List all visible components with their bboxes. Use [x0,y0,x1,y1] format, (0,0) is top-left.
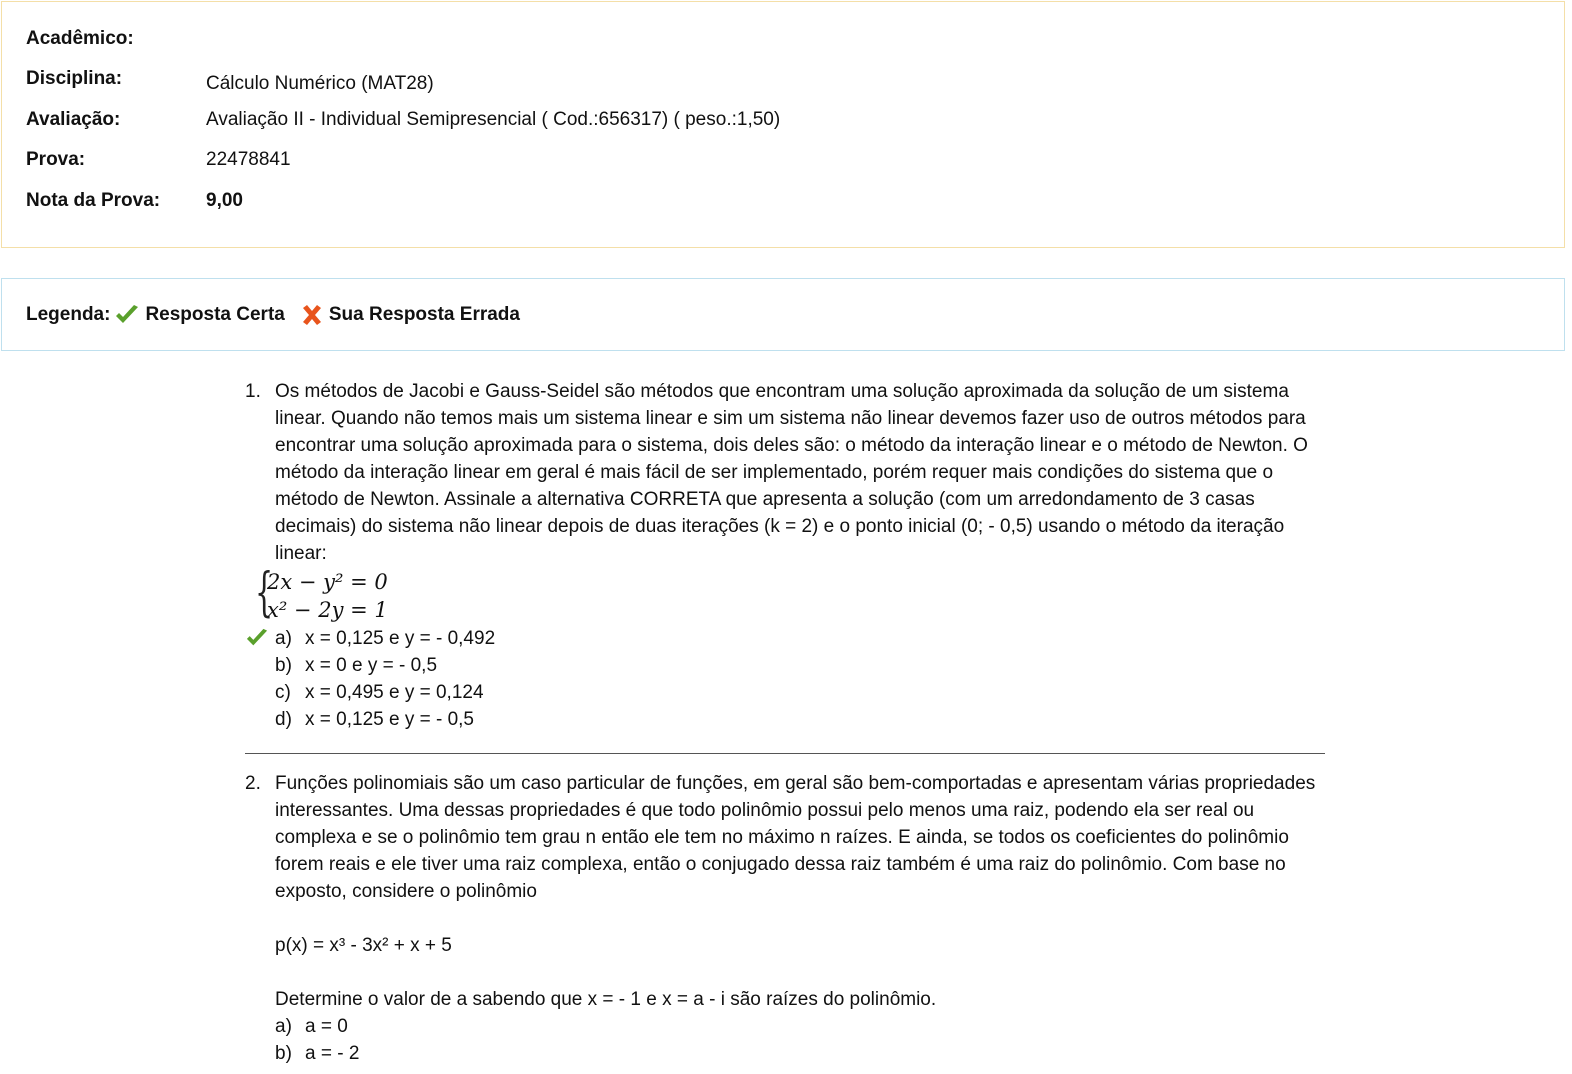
option-letter: b) [275,655,292,676]
nota-label: Nota da Prova: [26,190,161,211]
equation-system [251,563,411,625]
option-c[interactable] [275,679,1325,706]
legend-correct-text: Resposta Certa [145,303,285,325]
answer-options [275,1013,1325,1067]
option-letter: a) [275,1016,292,1037]
option-b[interactable] [275,1040,1325,1067]
option-text: x = 0 e y = - 0,5 [305,655,438,676]
option-text: x = 0,125 e y = - 0,5 [305,709,474,730]
question-number: 1. [245,381,261,402]
disciplina-label: Disciplina: [26,68,123,89]
question-text: Os métodos de Jacobi e Gauss-Seidel são métodos que encontram uma solução aproximada da solução de um sistema linear. Quando não temos mais um sistema linear e sim um sistema não linear devemos fazer uso de outros métodos para encontrar uma solução aproximada para o sistema, dois deles são: o método da interação linear e o método de Newton. O método da interação linear em geral é mais fácil de ser implementado, porém requer mais condições do sistema que o método de Newton. Assinale a alternativa CORRETA que apresenta a solução (com um arredondamento de 3 casas decimais) do sistema não linear depois de duas iterações (k = 2) e o ponto inicial (0; - 0,5) usando o método da iteração linear: [275,381,1308,564]
disciplina-value: Cálculo Numérico (MAT28) [206,73,434,94]
brace-symbol: { [255,563,274,623]
option-a[interactable] [275,1013,1325,1040]
question-1 [245,378,1325,754]
option-a[interactable] [275,625,1325,652]
polynomial: p(x) = x³ - 3x² + x + 5 [275,935,452,956]
question-text: Funções polinomiais são um caso particular de funções, em geral são bem-comportadas e apresentam várias propriedades interessantes. Uma dessas propriedades é que todo polinômio possui pelo menos uma raiz, podendo ela ser real ou complexa e se o polinômio tem grau n então ele tem no máximo n raízes. E ainda, se todos os coeficientes do polinômio forem reais e ele tiver uma raiz complexa, então o conjugado dessa raiz também é uma raiz do polinômio. Com base no exposto, considere o polinômio [275,773,1316,902]
prova-label: Prova: [26,149,86,170]
option-letter: b) [275,1043,292,1064]
option-letter: d) [275,709,292,730]
check-icon [244,627,270,651]
exam-info-panel [1,1,1565,248]
avaliacao-value: Avaliação II - Individual Semipresencial ( Cod.:656317) ( peso.:1,50) [206,109,781,130]
question-2 [245,770,1325,1067]
questions-list [245,378,1325,1067]
option-letter: a) [275,628,292,649]
question-number: 2. [245,773,261,794]
option-b[interactable] [275,652,1325,679]
academico-label: Acadêmico: [26,28,134,49]
option-text: a = - 2 [305,1043,360,1064]
equation-line-1: 2x − y² = 0 [267,570,388,594]
question-prompt: Determine o valor de a sabendo que x = - 1 e x = a - i são raízes do polinômio. [275,989,937,1010]
prova-value: 22478841 [206,149,291,170]
option-text: a = 0 [305,1016,348,1037]
question-divider [245,753,1325,754]
option-d[interactable] [275,706,1325,733]
option-text: x = 0,495 e y = 0,124 [305,682,484,703]
legend-panel [1,278,1565,351]
check-icon [114,303,140,327]
equation-line-2: x² − 2y = 1 [267,598,388,622]
option-letter: c) [275,682,291,703]
legend-wrong-text: Sua Resposta Errada [328,303,520,325]
option-text: x = 0,125 e y = - 0,492 [305,628,496,649]
avaliacao-label: Avaliação: [26,109,121,130]
x-icon [299,303,325,327]
answer-options [275,625,1325,733]
legend-label: Legenda: [26,303,111,325]
nota-value: 9,00 [206,190,243,211]
